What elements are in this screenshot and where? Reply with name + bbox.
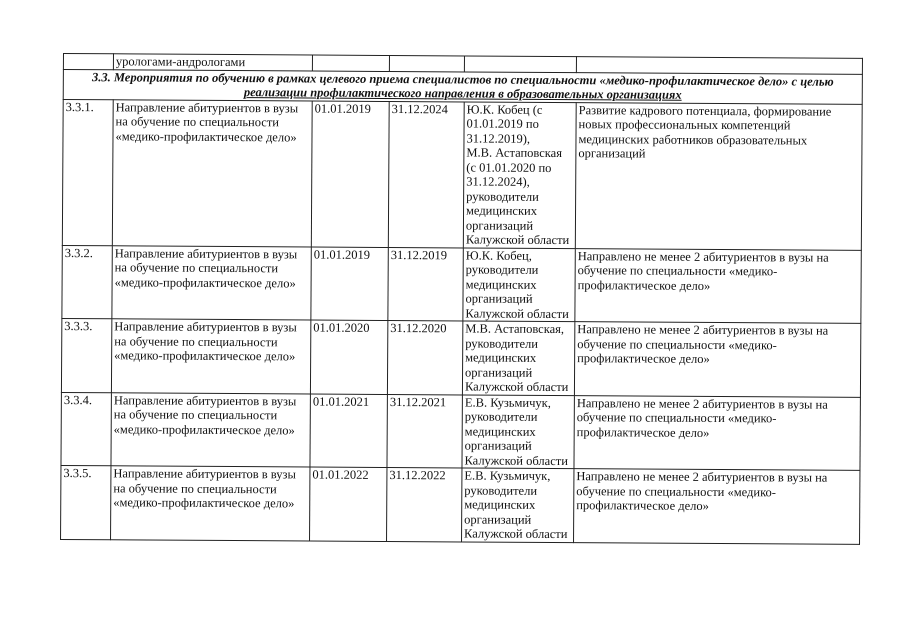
row-start-date: 01.01.2022 <box>310 467 387 541</box>
row-result: Направлено не менее 2 абитуриентов в вузы на обучение по специальности «медико-профилактическое дело» <box>574 322 860 397</box>
row-action: Направление абитуриентов в вузы на обучение по специальности «медико-профилактическое дело» <box>111 466 310 541</box>
cell-num <box>63 54 113 70</box>
row-result: Развитие кадрового потенциала, формирование новых профессиональных компетенций медицинских работников образовательных организаций <box>575 102 862 250</box>
row-end-date: 31.12.2021 <box>387 394 462 468</box>
row-action: Направление абитуриентов в вузы на обучение по специальности «медико-профилактическое дело» <box>112 99 312 246</box>
row-responsible: Ю.К. Кобец (с 01.01.2019 по 31.12.2019), М.В. Астаповская (с 01.01.2020 по 31.12.2024), руководители медицинских организаций Калужской области <box>463 101 576 248</box>
row-end-date: 31.12.2020 <box>387 320 462 394</box>
section-header-row <box>63 69 862 104</box>
row-action: Направление абитуриентов в вузы на обучение по специальности «медико-профилактическое дело» <box>111 392 310 467</box>
row-end-date: 31.12.2019 <box>388 247 463 321</box>
row-number: 3.3.2. <box>62 245 112 319</box>
table-row <box>62 99 862 250</box>
row-action: Направление абитуриентов в вузы на обучение по специальности «медико-профилактическое дело» <box>112 245 311 320</box>
row-action: Направление абитуриентов в вузы на обучение по специальности «медико-профилактическое дело» <box>111 319 310 394</box>
row-start-date: 01.01.2020 <box>310 320 387 394</box>
row-responsible: Е.В. Кузьмичук, руководители медицинских организаций Калужской области <box>462 394 574 468</box>
cell-result <box>576 57 862 74</box>
section-title-line2: реализации профилактического направления в образовательных организациях <box>243 85 682 102</box>
table-row <box>61 465 860 543</box>
cell-continuation: урологами-андрологами <box>113 54 312 71</box>
section-title-line1: 3.3. Мероприятия по обучению в рамках целевого приема специалистов по специальности «медико-профилактическое дело» с целью <box>91 69 834 89</box>
cell-responsible <box>464 56 576 72</box>
row-start-date: 01.01.2019 <box>311 247 388 321</box>
row-end-date: 31.12.2024 <box>388 101 464 247</box>
row-responsible: Е.В. Кузьмичук, руководители медицинских организаций Калужской области <box>462 468 574 542</box>
row-number: 3.3.1. <box>62 99 113 245</box>
row-end-date: 31.12.2022 <box>387 467 462 541</box>
row-result: Направлено не менее 2 абитуриентов в вузы на обучение по специальности «медико-профилактическое дело» <box>574 469 860 544</box>
row-number: 3.3.4. <box>61 392 111 466</box>
row-responsible: М.В. Астаповская, руководители медицинских организаций Калужской области <box>462 321 574 395</box>
row-start-date: 01.01.2021 <box>310 394 387 468</box>
row-start-date: 01.01.2019 <box>311 101 389 247</box>
section-title <box>63 69 862 104</box>
row-result: Направлено не менее 2 абитуриентов в вузы на обучение по специальности «медико-профилактическое дело» <box>575 248 861 323</box>
cell-start <box>312 55 389 71</box>
table-row <box>61 392 860 470</box>
table-row <box>62 245 861 323</box>
row-number: 3.3.5. <box>61 465 111 539</box>
measures-table <box>60 53 863 544</box>
cell-end <box>389 55 464 71</box>
table-row <box>61 318 860 396</box>
row-result: Направлено не менее 2 абитуриентов в вузы на обучение по специальности «медико-профилактическое дело» <box>574 395 860 470</box>
row-number: 3.3.3. <box>61 318 111 392</box>
row-responsible: Ю.К. Кобец, руководители медицинских организаций Калужской области <box>463 247 575 321</box>
